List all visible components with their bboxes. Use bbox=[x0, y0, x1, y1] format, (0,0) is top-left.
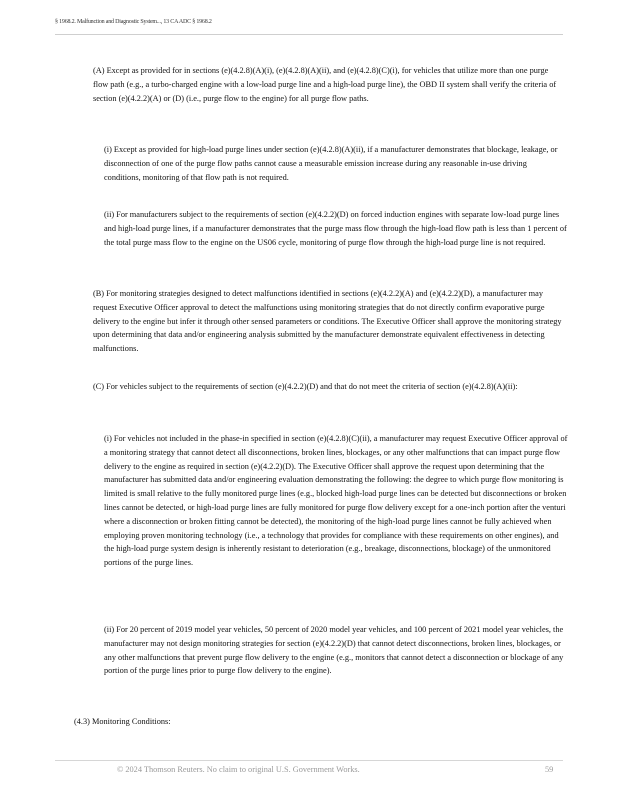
paragraph-A-i: (i) Except as provided for high-load purge lines under section (e)(4.2.8)(A)(ii), if a manufacturer demonstrates that blockage, leakage, or disconnection of one of the purge flow paths cannot cause a measurable emission increase during any reasonable in-use driving conditions, monitoring of that flow path is not required. bbox=[104, 145, 558, 182]
footer-copyright: © 2024 Thomson Reuters. No claim to original U.S. Government Works. bbox=[117, 765, 360, 774]
section-heading-4-3: (4.3) Monitoring Conditions: bbox=[74, 717, 171, 726]
running-header-citation: § 1968.2. Malfunction and Diagnostic System..., 13 CA ADC § 1968.2 bbox=[55, 19, 212, 25]
paragraph-C: (C) For vehicles subject to the requirements of section (e)(4.2.2)(D) and that do not meet the criteria of section (e)(4.2.8)(A)(ii): bbox=[93, 382, 518, 391]
paragraph-C-ii: (ii) For 20 percent of 2019 model year vehicles, 50 percent of 2020 model year vehicles, and 100 percent of 2021 model year vehicles, the manufacturer may not design monitoring strategies for section (e)(4.2.2)(D) that cannot detect disconnections, broken lines, blockages, or any other malfunctions that prevent purge flow delivery to the engine (e.g., monitors that cannot detect a disconnection or blockage of any portion of the purge lines prior to purge flow delivery to the engine). bbox=[104, 625, 564, 676]
paragraph-B: (B) For monitoring strategies designed to detect malfunctions identified in sections (e)(4.2.2)(A) and (e)(4.2.2)(D), a manufacturer may request Executive Officer approval to detect the malfunctions using monitoring strategies that do not directly confirm evaporative purge delivery to the engine but infer it through other sensed parameters or conditions. The Executive Officer shall approve the monitoring strategy upon determining that data and/or engineering analysis submitted by the manufacturer demonstrate equivalent effectiveness in detecting malfunctions. bbox=[93, 289, 562, 354]
paragraph-A: (A) Except as provided for in sections (e)(4.2.8)(A)(i), (e)(4.2.8)(A)(ii), and (e)(4.2.8)(C)(i), for vehicles that utilize more than one purge flow path (e.g., a turbo-charged engine with a low-load purge line and a high-load purge line), the OBD II system shall verify the criteria of section (e)(4.2.2)(A) or (D) (i.e., purge flow to the engine) for all purge flow paths. bbox=[93, 66, 557, 103]
page-number: 59 bbox=[545, 765, 554, 774]
paragraph-A-ii: (ii) For manufacturers subject to the requirements of section (e)(4.2.2)(D) on forced induction engines with separate low-load purge lines and high-load purge lines, if a manufacturer demonstrates that the purge mass flow through the high-load flow path is less than 1 percent of the total purge mass flow to the engine on the US06 cycle, monitoring of purge flow through the high-load purge line is not required. bbox=[104, 210, 567, 247]
header-divider bbox=[55, 34, 563, 35]
paragraph-C-i: (i) For vehicles not included in the phase-in specified in section (e)(4.2.8)(C)(ii), a manufacturer may request Executive Officer approval of a monitoring strategy that cannot detect all disconnections, broken lines, blockages, or any other malfunctions that can impact purge flow delivery to the engine as required in section (e)(4.2.2)(D). The Executive Officer shall approve the request upon determining that the manufacturer has submitted data and/or engineering evaluation demonstrating the following: the degree to which purge flow monitoring is limited is small relative to the fully monitored purge lines (e.g., blocked high-load purge lines can be detected but disconnections or broken lines cannot be detected, or high-load purge lines are fully monitored for purge flow delivery except for a one-inch portion after the venturi where a disconnection or broken fitting cannot be detected), the monitoring of the high-load purge lines cannot be fully achieved when employing proven monitoring technology (i.e., a technology that provides for compliance with these requirements on other engines), and the high-load purge system design is inherently resistant to deterioration (e.g., breakage, disconnections, blockage) of the unmonitored portions of the purge lines. bbox=[104, 434, 568, 568]
footer-divider bbox=[55, 760, 563, 761]
